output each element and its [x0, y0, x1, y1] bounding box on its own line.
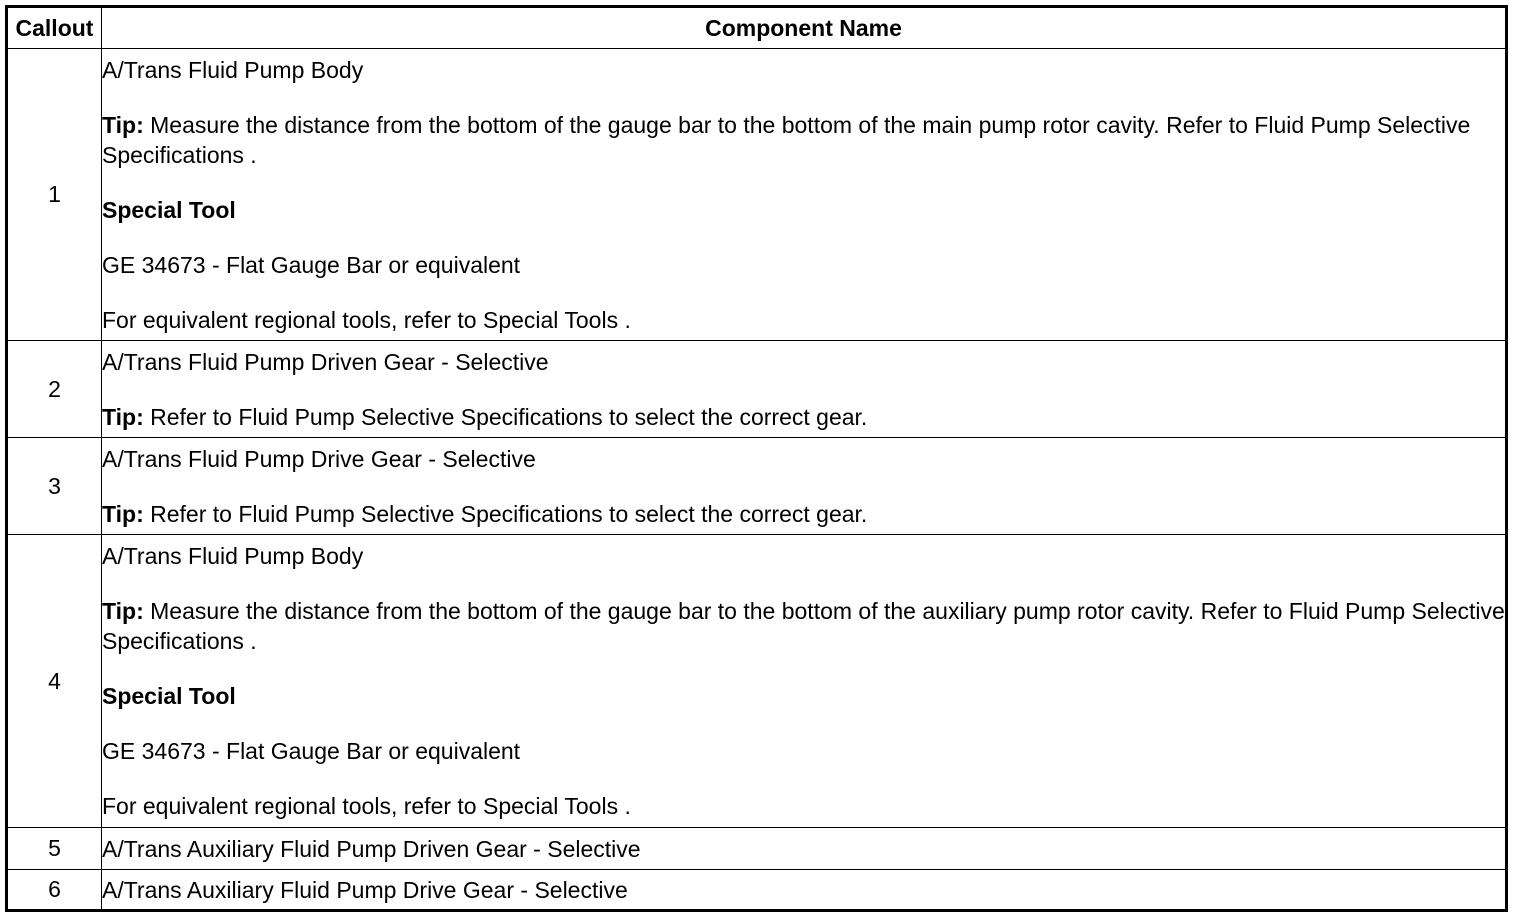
tip-paragraph	[102, 596, 1505, 656]
component-name-column-header: Component Name	[102, 7, 1507, 49]
regional-tools-note: For equivalent regional tools, refer to Special Tools .	[102, 306, 631, 333]
tip-paragraph	[102, 402, 1505, 432]
table-row	[7, 438, 1507, 535]
callout-number: 1	[7, 49, 102, 341]
tip-text: Measure the distance from the bottom of the gauge bar to the bottom of the auxiliary pump rotor cavity. Refer to Fluid Pump Selective Specifications .	[102, 598, 1505, 654]
component-callout-table	[5, 5, 1508, 912]
callout-number: 2	[7, 341, 102, 438]
component-name: A/Trans Fluid Pump Body	[102, 56, 364, 83]
tip-paragraph	[102, 110, 1505, 170]
tip-text: Refer to Fluid Pump Selective Specifications to select the correct gear.	[143, 500, 868, 527]
component-name: A/Trans Fluid Pump Driven Gear - Selective	[102, 348, 549, 375]
tip-label: Tip:	[102, 111, 144, 138]
component-description	[102, 438, 1507, 535]
component-name: A/Trans Fluid Pump Drive Gear - Selective	[102, 445, 536, 472]
special-tool-name: GE 34673 - Flat Gauge Bar or equivalent	[102, 738, 521, 764]
component-name: A/Trans Auxiliary Fluid Pump Driven Gear - Selective	[102, 836, 641, 862]
callout-column-header: Callout	[7, 7, 102, 49]
callout-number: 3	[7, 438, 102, 535]
table-row	[7, 828, 1507, 870]
component-description	[102, 870, 1507, 911]
table-row	[7, 341, 1507, 438]
table-header-row	[7, 7, 1507, 49]
component-description	[102, 535, 1507, 828]
tip-label: Tip:	[102, 403, 144, 430]
component-name: A/Trans Fluid Pump Body	[102, 543, 364, 569]
component-description	[102, 341, 1507, 438]
table-row	[7, 870, 1507, 911]
special-tool-heading: Special Tool	[102, 683, 236, 709]
callout-number: 5	[7, 828, 102, 870]
table-row	[7, 49, 1507, 341]
tip-label: Tip:	[102, 598, 144, 624]
component-name: A/Trans Auxiliary Fluid Pump Drive Gear - Selective	[102, 877, 628, 903]
tip-text: Refer to Fluid Pump Selective Specifications to select the correct gear.	[143, 403, 868, 430]
tip-text: Measure the distance from the bottom of the gauge bar to the bottom of the main pump rotor cavity. Refer to Fluid Pump Selective Specifications .	[102, 111, 1471, 168]
special-tool-heading: Special Tool	[102, 196, 236, 223]
tip-paragraph	[102, 499, 1505, 529]
callout-number: 4	[7, 535, 102, 828]
special-tool-name: GE 34673 - Flat Gauge Bar or equivalent	[102, 251, 521, 278]
component-description	[102, 49, 1507, 341]
callout-number: 6	[7, 870, 102, 911]
tip-label: Tip:	[102, 500, 144, 527]
component-description	[102, 828, 1507, 870]
regional-tools-note: For equivalent regional tools, refer to Special Tools .	[102, 793, 631, 819]
table-row	[7, 535, 1507, 828]
